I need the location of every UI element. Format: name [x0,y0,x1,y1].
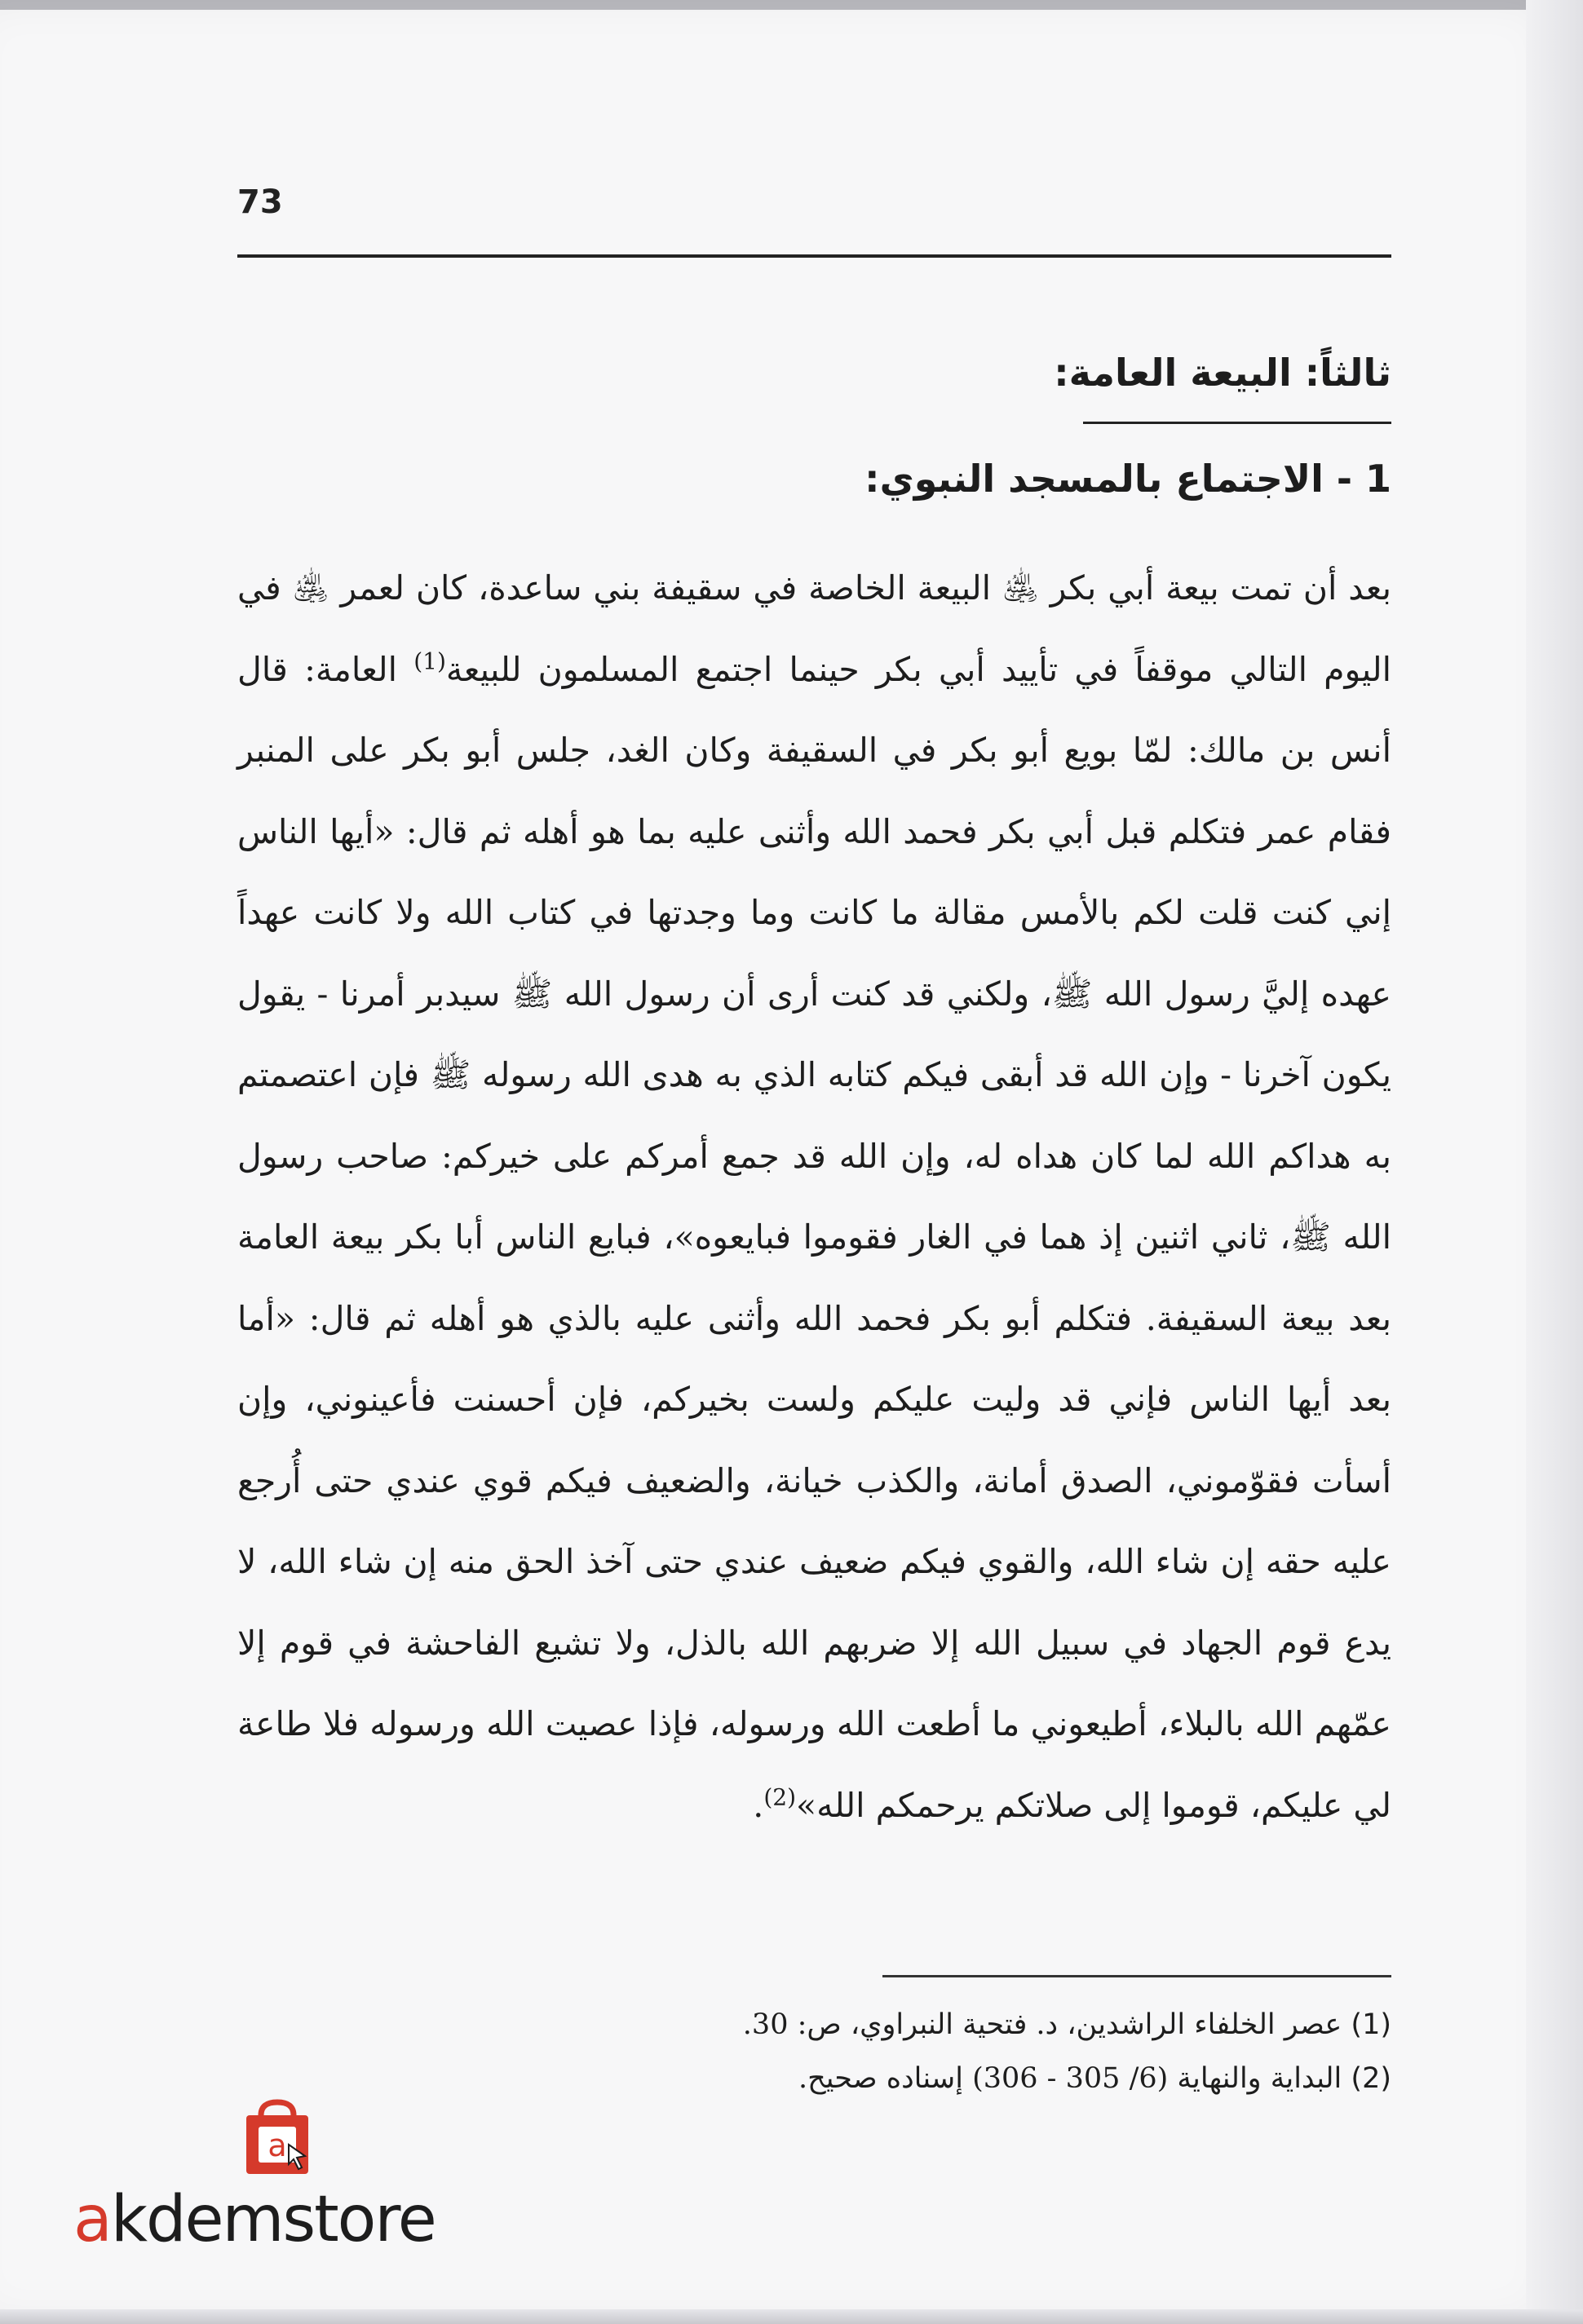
footnote-rule [882,1975,1391,1977]
footnote-number: (1) [1351,2008,1391,2041]
header-rule [237,254,1391,258]
shopping-bag-icon [237,2097,318,2179]
logo-wordmark [73,2183,436,2256]
page-edge-shadow [1526,0,1583,2324]
section-title: ثالثاً: البيعة العامة: [1054,351,1391,395]
footnote-marker-2: (2) [763,1783,797,1810]
logo-wordmark-a: a [73,2183,111,2256]
footnote-text: عصر الخلفاء الراشدين، د. فتحية النبراوي، ص: 30. [742,2008,1342,2041]
logo-badge-letter: a [268,2127,287,2163]
page-bottom-shadow [0,2309,1583,2324]
body-text-part-a: بعد أن تمت بيعة أبي بكر ﵁ البيعة الخاصة في سقيفة بني ساعدة، كان لعمر ﵁ في اليوم التالي موقفاً في تأييد أبي بكر حينما اجتمع المسلمون للبيعة [237,568,1391,689]
subheading: 1 - الاجتماع بالمسجد النبوي: [864,457,1391,501]
section-title-underline [1083,422,1391,424]
footnote-item [237,1998,1391,2052]
body-text [237,548,1391,1846]
logo-wordmark-rest: kdemstore [110,2183,436,2256]
footnote-number: (2) [1351,2062,1391,2095]
page-number: 73 [237,183,283,221]
akdemstore-logo [65,2079,522,2256]
body-text-part-c: . [753,1785,764,1825]
body-text-part-b: العامة: قال أنس بن مالك: لمّا بويع أبو بكر في السقيفة وكان الغد، جلس أبو بكر على المنبر فقام عمر فتكلم قبل أبي بكر فحمد الله وأثنى عليه بما هو أهله ثم قال: «أيها الناس إني كنت قلت لكم بالأمس مقالة ما كانت وما وجدتها في كتاب الله ولا كانت عهداً عهده إليَّ رسول الله ﷺ، ولكني قد كنت أرى أن رسول الله ﷺ سيدبر أمرنا - يقول يكون آخرنا - وإن الله قد أبقى فيكم كتابه الذي به هدى الله رسوله ﷺ فإن اعتصمتم به هداكم الله لما كان هداه له، وإن الله قد جمع أمركم على خيركم: صاحب رسول الله ﷺ، ثاني اثنين إذ هما في الغار فقوموا فبايعوه»، فبايع الناس أبا بكر بيعة العامة بعد بيعة السقيفة. فتكلم أبو بكر فحمد الله وأثنى عليه بالذي هو أهله ثم قال: «أما بعد أيها الناس فإني قد وليت عليكم ولست بخيركم، فإن أحسنت فأعينوني، وإن أسأت فقوّموني، الصدق أمانة، والكذب خيانة، والضعيف فيكم قوي عندي حتى أُرجع عليه حقه إن شاء الله، والقوي فيكم ضعيف عندي حتى آخذ الحق منه إن شاء الله، لا يدع قوم الجهاد في سبيل الله إلا ضربهم الله بالذل، ولا تشيع الفاحشة في قوم إلا عمّهم الله بالبلاء، أطيعوني ما أطعت الله ورسوله، فإذا عصيت الله ورسوله فلا طاعة لي عليكم، قوموا إلى صلاتكم يرحمكم الله» [237,649,1391,1825]
footnote-text: البداية والنهاية (6/ 305 - 306) إسناده صحيح. [798,2062,1342,2095]
footnote-marker-1: (1) [413,647,446,674]
